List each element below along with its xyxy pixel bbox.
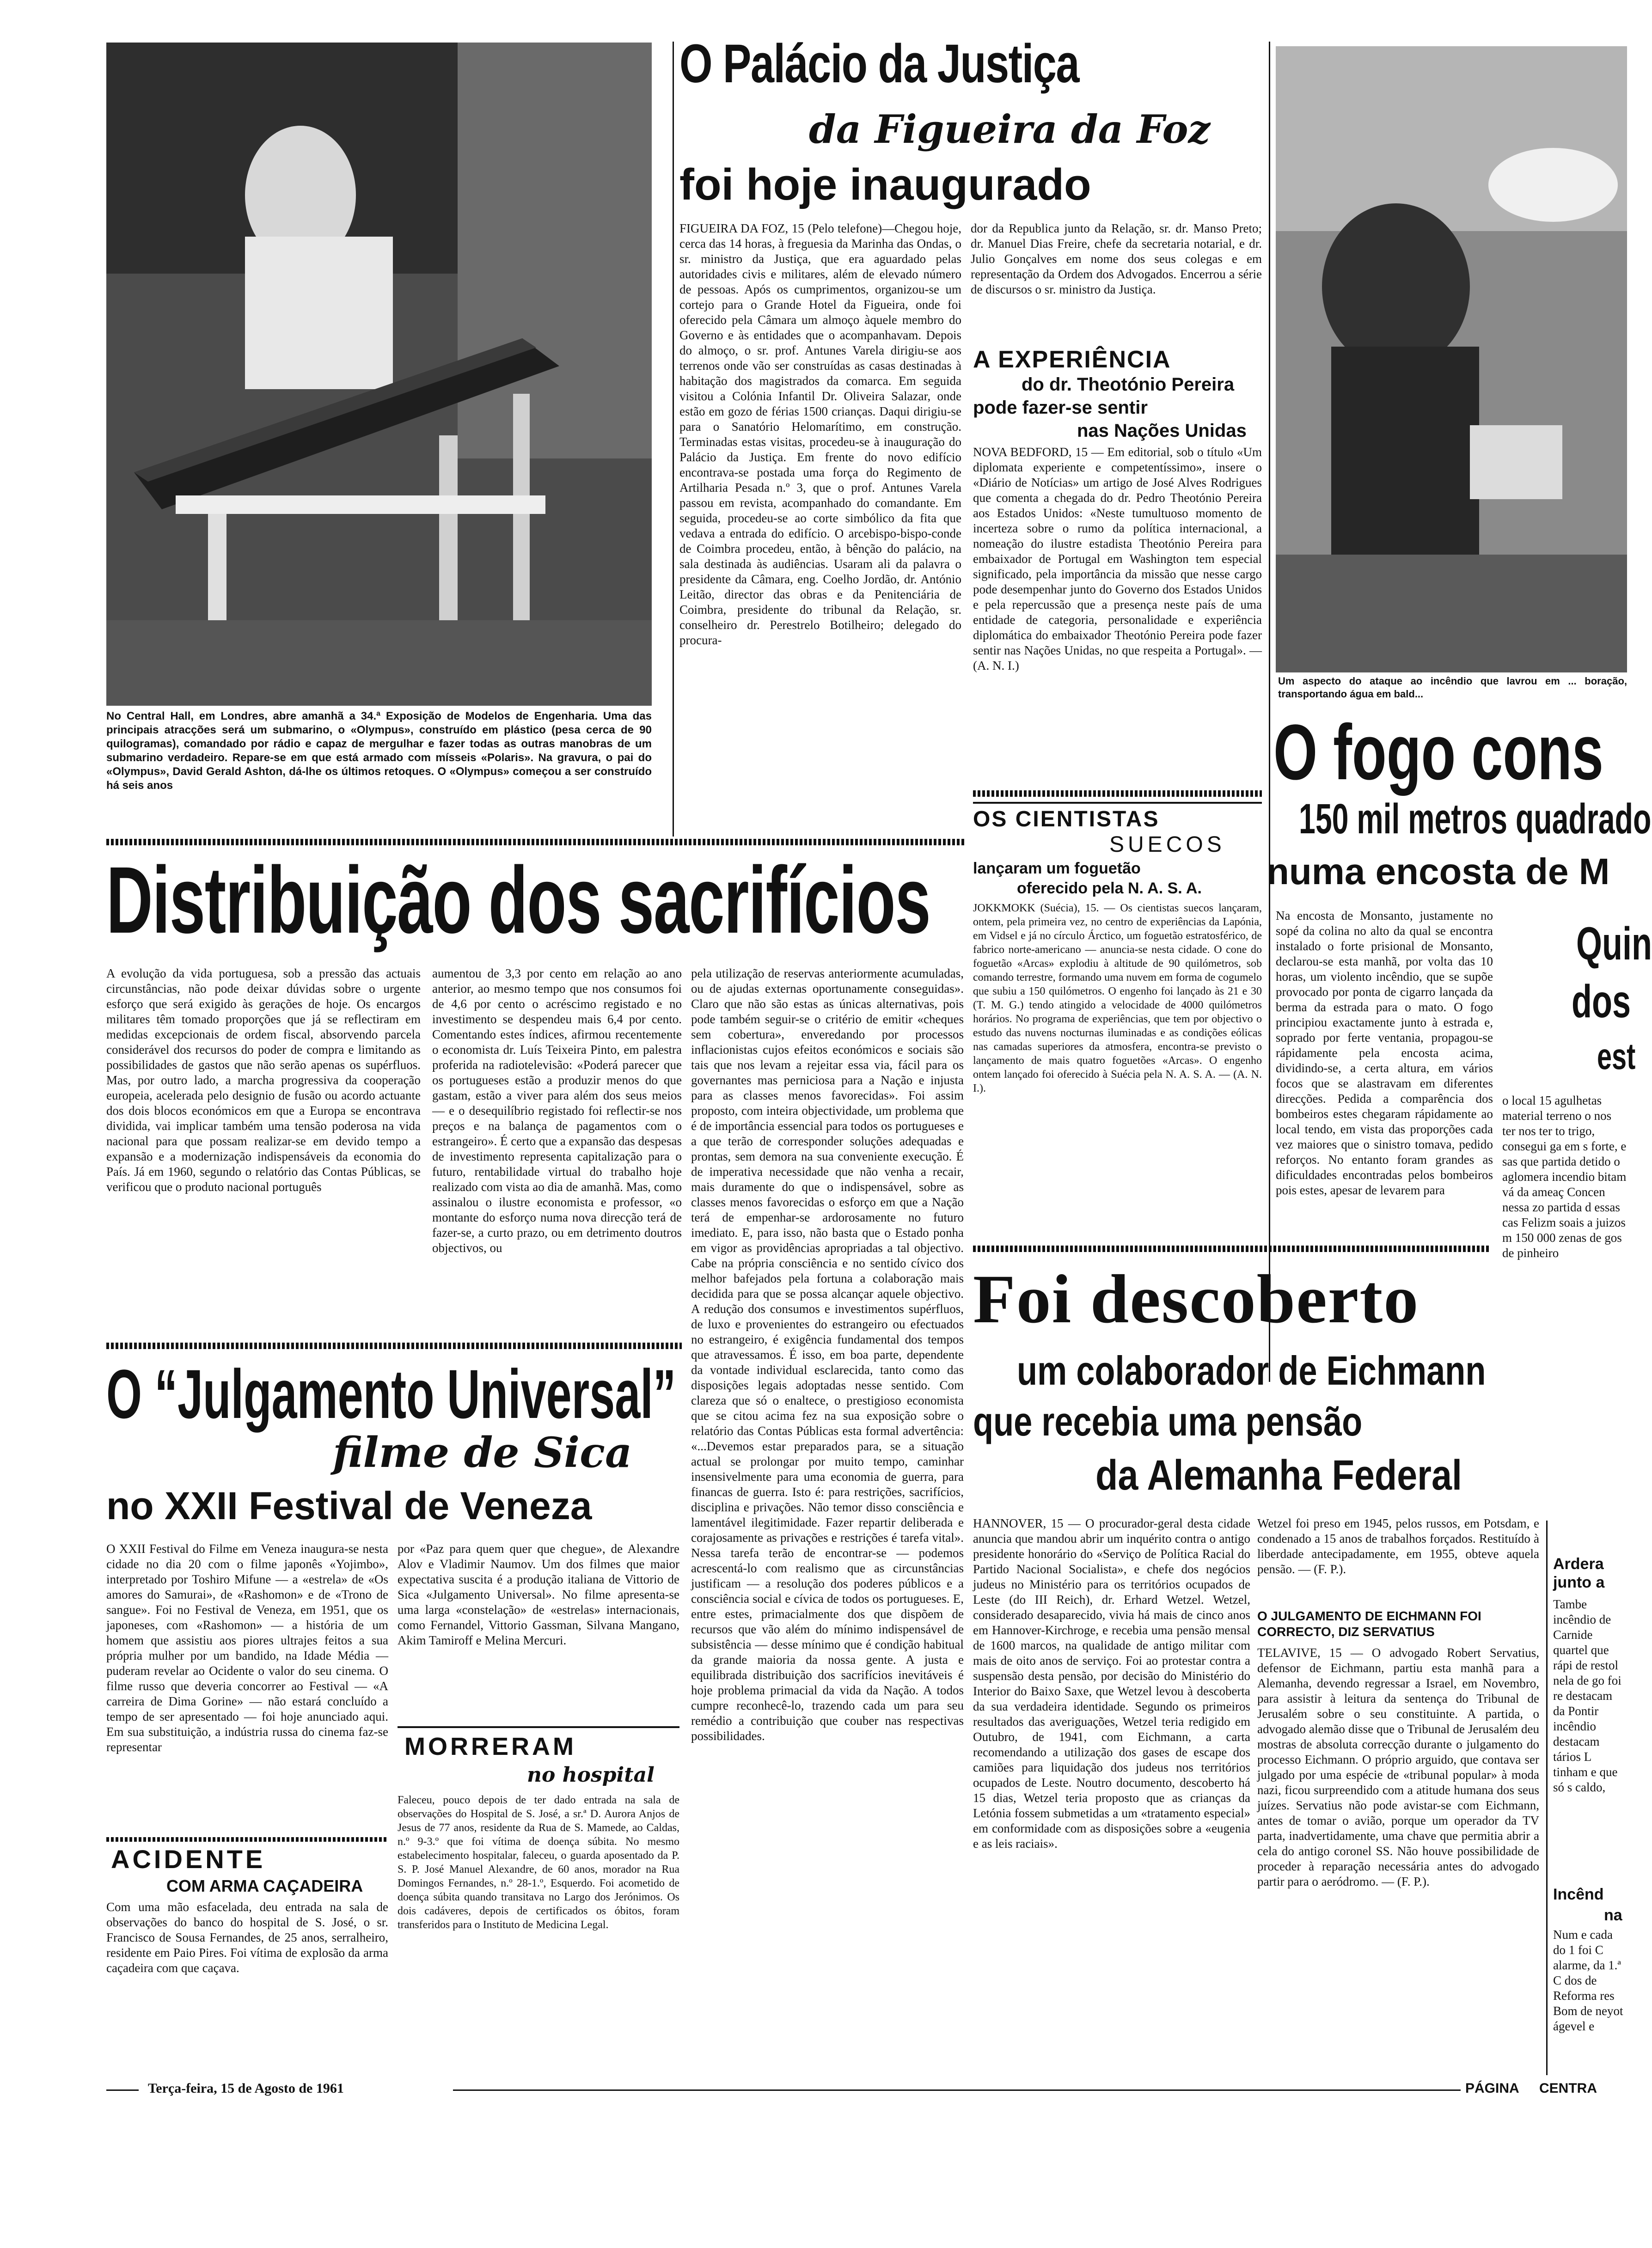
distribuicao-title: Distribuição dos sacrifícios: [106, 847, 930, 953]
julgamento-title: O “Julgamento Universal”: [106, 1355, 676, 1433]
right-body1: Tambe incêndio de Carnide quartel que rápi de restol nela de go foi re destacam da Pontir incêndio destacam tários L tinham e que só s caldo,: [1553, 1597, 1621, 1794]
distribuicao-col3: pela utilização de reservas anteriormente acumuladas, ou de ajudas externas oportunamente conseguidas». Claro que não são estas as únicas alternativas, pois pode também seguir-se o critério de emitir «cheques sem cobertura», enveredando por processos inflacionistas cujos efeitos económicos e sociais são tais que nos levam a rejeitar essa via, fácil para os governantes mas perniciosa para a Nação e injusta para as classes menos favorecidas». Foi assim proposto, com inteira objectividade, um problema que é de importância essencial para todos os portugueses e a que terão de corresponder soluções adequadas e prontas, sem demora na sua conveniente execução. É de imperativa necessidade que não venha a recair, mais duramente do que o indispensável, sobre as classes menos favorecidas o esforço em que a Nação terá de empenhar-se ardorosamente no futuro imediato. E, para isso, não basta que o Estado ponha em vigor as providências apropriadas a tal objectivo. Cabe na própria consciência e no sentido cívico dos melhor bafejados pela fortuna a colaboração mais decidida para que se possa alcançar aquele objectivo. A redução dos consumos e investimentos supérfluos, de luxo e provenientes do estrangeiro ou efectuados no estrangeiro, é exigência fundamental dos tempos que atravessamos. É isso, em boa parte, dependente da vontade individual esclarecida, tanto como das disposições legais adoptadas nesse sentido. Com clareza que só o enaltece, o prestigioso economista que se citou acima fez na sua exposição sobre o relatório das Contas Públicas esta formal advertência: «...Devemos estar preparados para, se a situação actual se prolongar por muito tempo, caminhar insensivelmente para uma economia de guerra, para financas de guerra. Isto é: para restrições, sacrifícios, disciplina e privações. Não temor disso consciência e lamentável ilegitimidade. Fazer repartir deliberada e corajosamente as privações e restrições é tarefa vital». Nessa tarefa terão de encontrar-se — podemos acrescentá-lo com realismo que as circunstâncias justificam — a resolução dos poderes públicos e a consciência social e cívica de todos os portugueses. E, entre estes, primacialmente dos que dispõem de recursos que vão além do mínimo indispensável de subsistência — desse mínimo que é condição habitual da grande maioria da nossa gente. A justa e equilibrada distribuição dos sacrifícios inevitáveis é hoje problema primacial da vida da Nação. A todos cumpre reconhecê-lo, trazendo cada um para seu remédio a contribuição que couber nas respectivas possibilidades.: [691, 966, 964, 1743]
divider: [398, 1726, 679, 1728]
distribuicao-col2: aumentou de 3,3 por cento em relação ao ano anterior, ao mesmo tempo que nos consumos foi de 4,6 por cento o acréscimo registado e no investimento se despendeu mais 6,4 por cento. Comentando estes índices, afirmou recentemente o economista dr. Luís Teixeira Pinto, em palestra proferida na radiotelevisão: «Poderá parecer que os portugueses estão a produzir menos do que gastam, estão a viver para além dos seus meios — e o desequilíbrio registado foi reflectir-se nos preços e na balança de pagamentos com o estrangeiro». É certo que a expansão das despesas de investimento representa capitalização para o futuro, rentabilidade virtual do trabalho hoje realizado com vista ao dia de amanhã. Mas, como assinalou o ilustre economista e professor, «o montante do esforço numa nova direcção terá de fazer-se, a curto prazo, ou em detrimento doutros objectivos, ou: [432, 966, 682, 1255]
fogo-subtitle2: numa encosta de M: [1267, 851, 1610, 892]
palacio-title-line1: O Palácio da Justiça: [679, 33, 1079, 94]
eichmann-title: Foi descoberto: [973, 1261, 1419, 1338]
footer-page: PÁGINA: [1465, 2081, 1519, 2096]
morreram-subkicker: no hospital: [527, 1763, 655, 1787]
divider: [973, 1246, 1491, 1252]
eichmann-line3: que recebia uma pensão: [973, 1399, 1363, 1444]
divider: [106, 1343, 682, 1349]
eichmann-col2: Wetzel foi preso em 1945, pelos russos, em Potsdam, e condenado a 15 anos de trabalhos forçados. Restituído à liberdade antecipadamente, em 1955, obteve aquela pensão. — (F. P.).: [1257, 1516, 1539, 1576]
fogo-side-head1: Quin: [1576, 918, 1652, 970]
fogo-side-head2: dos: [1572, 976, 1631, 1027]
acidente-body: Com uma mão esfacelada, deu entrada na sala de observações do banco do hospital de S. José, o sr. Francisco de Sousa Fernandes, de 25 anos, serralheiro, residente em Paio Pires. Foi vítima de explosão da arma caçadeira com que caçava.: [106, 1900, 388, 1975]
cientistas-kicker2: SUECOS: [1109, 832, 1225, 857]
column-rule: [1269, 42, 1270, 1382]
acidente-subkicker: COM ARMA CAÇADEIRA: [166, 1876, 363, 1895]
cientistas-line3: lançaram um foguetão: [973, 860, 1141, 877]
fire-photo-caption: Um aspecto do ataque ao incêndio que lavrou em ... boração, transportando água em bald...: [1278, 675, 1627, 700]
experiencia-body: NOVA BEDFORD, 15 — Em editorial, sob o título «Um diplomata experiente e competentíssimo», insere o «Diário de Notícias» um artigo de José Alves Rodrigues que comenta a chegada do dr. Pedro Theotónio Pereira aos Estados Unidos: «Neste tumultuoso momento de incerteza sobre o rumo da política internacional, a nomeação do ilustre estadista Theotónio Pereira para embaixador de Portugal em Washington tem especial significado, pela importância da missão que nesse cargo pode desempenhar junto do Governo dos Estados Unidos e pela repercussão que a presença neste país de uma entidade de categoria, personalidade e experiência diplomática do embaixador Theotónio Pereira pode fazer sentir nas Nações Unidas, no que respeita a Portugal». — (A. N. I.): [973, 445, 1262, 672]
experiencia-kicker: A EXPERIÊNCIA: [973, 346, 1171, 373]
julgamento-line3: no XXII Festival de Veneza: [106, 1484, 592, 1527]
divider: [973, 802, 1262, 804]
experiencia-line4: nas Nações Unidas: [1077, 421, 1247, 441]
submarine-photo-caption: No Central Hall, em Londres, abre amanhã a 34.ª Exposição de Modelos de Engenharia. Uma das principais atracções será um submarino, o «Olympus», construído em plástico (pesa cerca de 90 quilogramas), comandado por rádio e capaz de mergulhar e fazer todas as outras manobras de um submarino verdadeiro. Repare-se em que está armado com mísseis «Polaris». Na gravura, o pai do «Olympus», David Gerald Ashton, dá-lhe os últimos retoques. O «Olympus» começou a ser construído há seis anos: [106, 710, 652, 792]
fogo-title: O fogo cons: [1273, 709, 1603, 796]
morreram-body: Faleceu, pouco depois de ter dado entrada na sala de observações do Hospital de S. José, a sr.ª D. Aurora Anjos de Jesus de 77 anos, residente da Rua de S. Mamede, ao Caldas, n.º 9-3.º que foi vítima de doença súbita. No mesmo estabelecimento hospitalar, faleceu, o guarda aposentado da P. S. P. José Manuel Alexandre, de 60 anos, morador na Rua Domingos Fernandes, n.º 28-1.º, Esquerdo. Foi acometido de doença súbita quando transitava no Largo dos Jerónimos. Os dois cadáveres, depois de certificados os óbitos, foram transferidos para o Instituto de Medicina Legal.: [398, 1794, 679, 1931]
right-head4: na: [1604, 1906, 1622, 1924]
submarine-photo: [106, 43, 652, 706]
eichmann-line2: um colaborador de Eichmann: [1017, 1348, 1486, 1393]
palacio-title-line3: foi hoje inaugurado: [679, 160, 1091, 209]
palacio-body-col1: FIGUEIRA DA FOZ, 15 (Pelo telefone)—Chegou hoje, cerca das 14 horas, à freguesia da Marinha das Ondas, o sr. ministro da Justiça, que era aguardado pelas autoridades civis e militares, além de elevado número de pessoas. Após os cumprimentos, organizou-se um cortejo para o Grande Hotel da Figueira, onde foi oferecido pela Câmara um almoço àquele membro do Governo e às entidades que o acompanhavam. Depois do almoço, o sr. prof. Antunes Varela dirigiu-se aos terrenos onde vão ser construídas as casas destinadas à habitação dos magistrados da comarca. Em seguida visitou a Colónia Infantil Dr. Oliveira Salazar, onde estão em gozo de férias 1500 crianças. Daqui dirigiu-se para o Sanatório Helomarítimo, em construção. Terminadas estas visitas, procedeu-se à inauguração do Palácio da Justiça. Em frente do novo edifício encontrava-se postada uma força do Regimento de Artilharia Pesada n.º 3, que o prof. Antunes Varela passou em revista, acompanhado do comandante. Em seguida, procedeu-se ao corte simbólico da fita que vedava a entrada do edifício. O arcebispo-bispo-conde de Coimbra procedeu, então, à bênção do palácio, na sala destinada às audiências. Usaram ali da palavra o presidente da Câmara, eng. Coelho Jordão, dr. António Leitão, director das obras e da Penitenciária de Coimbra, presidente do tribunal da Relação, sr. conselheiro dr. Perestrelo Botilheiro; delegado do procura-: [679, 221, 961, 647]
julgamento-col2: por «Paz para quem quer que chegue», de Alexandre Alov e Vladimir Naumov. Um dos filmes que maior expectativa suscita é a produção italiana de Vittorio de Sica «Julgamento Universal». No filme apresenta-se uma larga «constelação» de «estrelas» internacionais, como Fernandel, Vittorio Gassman, Silvana Mangano, Akim Tamiroff e Melina Mercuri.: [398, 1542, 679, 1647]
eichmann-col1: HANNOVER, 15 — O procurador-geral desta cidade anuncia que mandou abrir um inquérito contra o antigo presidente honorário do «Serviço de Política Racial do Partido Nacional Socialista», e chefe dos negócios judeus no Ministério para os territórios ocupados de Leste (do III Reich), dr. Erhard Wetzel. Wetzel, considerado desaparecido, vivia há mais de cinco anos em Hannover-Kirchroge, e recebia uma pensão mensal de 1600 marcos, na qualidade de antigo militar com mais de oito anos de serviço. Foi ao protestar contra a suspensão desta pensão, por decisão do Ministério do Interior do Baixo Saxe, que Wetzel levou à descoberta da sua verdadeira identidade. Segundo os primeiros resultados das averiguações, Wetzel teria redigido em Outubro, de 1941, com Eichmann, a carta recomendando a utilização dos gases de escape dos camiões para liquidação dos judeus nos territórios ocupados de Leste. Noutro documento, descoberto há 15 dias, Wetzel teria proposto que as crianças da Letónia fossem submetidas a um «tratamento especial» em conformidade com as disposições sobre a «eugenia e as leis raciais».: [973, 1516, 1250, 1851]
acidente-kicker: ACIDENTE: [111, 1845, 266, 1874]
fogo-right-fragment: o local 15 agulhetas material terreno o nos ter nos ter to trigo, consegui ga em s forte, e sas que partida detido o aglomera incendio bitam vá da ameaç Concen nessa zo partida d essas cas Felizm soais a juizos m 150 000 zenas de gos de pinheiro: [1502, 1093, 1627, 1260]
footer-section: CENTRA: [1539, 2081, 1597, 2096]
distribuicao-col1: A evolução da vida portuguesa, sob a pressão das actuais circunstâncias, não pode deixar dúvidas sobre o urgente esforço que será exigido às gerações de hoje. Os encargos militares têm tomado proporções que já se reflectiram em medidas excepcionais de ordem fiscal, absorvendo parcela considerável dos recursos do poder de compra e limitando as possibilidades de gastos que não serão apenas os supérfluos. Mas, por outro lado, a marcha progressiva da cooperação europeia, acelerada pelo designio de fusão ou acordo actuante dos dois blocos económicos em que a Europa se encontrava dividida, vai implicar também uma tensão poderosa na vida nacional para que possam realizar-se em devido tempo a expansão e a modernização indispensáveis da economia do País. Já em 1960, segundo o relatório das Contas Públicas, se verificou que o produto nacional português: [106, 966, 421, 1194]
column-rule: [1546, 1521, 1548, 2075]
divider: [106, 1837, 388, 1842]
footer-rule-right: [453, 2089, 1461, 2091]
cientistas-line4: oferecido pela N. A. S. A.: [1017, 880, 1202, 897]
divider: [973, 790, 1262, 797]
right-body2: Num e cada do 1 foi C alarme, da 1.ª C dos de Reforma res Bom de neyot ágevel e: [1553, 1928, 1623, 2033]
divider: [106, 839, 966, 845]
cientistas-body: JOKKMOKK (Suécia), 15. — Os cientistas suecos lançaram, ontem, pela primeira vez, no centro de experiências da Lapónia, em Vidsel e já no círculo Árctico, um foguetão estratosférico, de fabrico norte-americano — anuncia-se nesta cidade. O cone do foguetão «Arcas» explodiu à altitude de 90 quilómetros, sob comando terrestre, formando uma nuvem em forma de cogumelo que subiu a 150 quilómetros. O engenho foi lançado às 21 e 30 (T. M. G.) tendo atingido a velocidade de 4000 quilómetros horários. No programa de experiências, que tem por objectivo o estudo das nuvens nocturnas iluminadas e as condições eólicas nas camadas superiores da atmosfera, encontra-se previsto o lançamento de mais quatro foguetões «Arcas». O engenho ontem lançado foi oferecido à Suécia pela N. A. S. A. — (A. N. I.).: [973, 902, 1262, 1094]
fogo-subtitle1: 150 mil metros quadrado: [1299, 795, 1652, 843]
eichmann-line4: da Alemanha Federal: [1095, 1452, 1462, 1499]
julgamento-col1: O XXII Festival do Filme em Veneza inaugura-se nesta cidade no dia 20 com o filme japonês «Yojimbo», interpretado por Toshiro Mifune — a «estrela» de «Os amores do Samurai», de «Rashomon» e de «Trono de sangue». Foi no Festival de Veneza, em 1951, que os japoneses, com «Rashomon» — a história de um homem que assistiu aos piores ultrajes feitos a sua própria mulher por um bandido, na Idade Média — puderam revelar ao Ocidente o valor do seu cinema. O filme russo que deveria concorrer ao Festival — «A carreira de Dima Gorine» — não estará concluído a tempo de ser apresentado — foi hoje anunciado aqui. Em sua substituição, a indústria russa do cinema faz-se representar: [106, 1542, 388, 1754]
palacio-body-col2: dor da Republica junto da Relação, sr. dr. Manso Preto; dr. Manuel Dias Freire, chefe da secretaria notarial, e dr. Julio Gonçalves em nome dos seus colegas e em representação da Ordem dos Advogados. Encerrou a série de discursos o sr. ministro da Justiça.: [971, 221, 1262, 296]
right-head3: Incênd: [1553, 1886, 1604, 1903]
julgamento-subtitle: filme de Sica: [333, 1428, 632, 1477]
eichmann-sub-kicker: O JULGAMENTO DE EICHMANN FOI CORRECTO, DIZ SERVATIUS: [1257, 1609, 1481, 1639]
column-rule: [673, 42, 674, 837]
eichmann-col2b: TELAVIVE, 15 — O advogado Robert Servatius, defensor de Eichmann, partiu esta manhã para a Alemanha, devendo regressar a Israel, em Novembro, para assistir à leitura da sentença do Tribunal de Jerusalém sobre o seu constituinte. A partida, o advogado alemão disse que o Tribunal de Jerusalém deu mostras de absoluta correcção durante o julgamento do processo Eichmann. O próprio arguido, que contava ser julgado por uma espécie de «tribunal popular» à moda nazi, ficou surpreendido com a atitude humana dos seus juízes. Servatius não pode avistar-se com Eichmann, antes de tomar o avião, porque um operador da TV parta, inadvertidamente, uma chave que permitia abrir a cela do antigo coronel SS. Não houve possibilidade de proceder à reparação necessária antes do advogado partir para o aeródromo. — (F. P.).: [1257, 1646, 1539, 1888]
palacio-title-line2: da Figueira da Foz: [809, 106, 1211, 152]
experiencia-line2: do dr. Theotónio Pereira: [1022, 374, 1235, 395]
right-head1: Ardera: [1553, 1555, 1604, 1573]
fire-photo: [1276, 46, 1627, 672]
footer-date: Terça-feira, 15 de Agosto de 1961: [148, 2081, 344, 2096]
cientistas-kicker: OS CIENTISTAS: [973, 807, 1160, 831]
fogo-body: Na encosta de Monsanto, justamente no sopé da colina no alto da qual se encontra instalado o forte prisional de Monsanto, declarou-se esta manhã, por volta das 10 horas, um violento incêndio, que se supõe provocado por ponta de cigarro lançada da berma da estrada para o mato. O fogo principiou exactamente junto à estrada e, soprado por ferte ventania, propagou-se rápidamente pela encosta acima, dividindo-se, a certa altura, em vários focos que se alastravam em diferentes direcções. Pedida a comparência dos bombeiros estes chegaram rápidamente ao local tendo, em vista das proporções cada vez maiores que o sinistro tomava, pedido reforços. No entanto foram grandes as dificuldades encontradas pelos bombeiros pois estes, apesar de levarem para: [1276, 909, 1493, 1197]
morreram-kicker: MORRERAM: [404, 1733, 576, 1760]
fogo-side-head3: est: [1597, 1036, 1636, 1077]
footer-rule-left: [106, 2089, 139, 2091]
experiencia-line3: pode fazer-se sentir: [973, 397, 1148, 418]
right-head2: junto a: [1553, 1574, 1605, 1591]
